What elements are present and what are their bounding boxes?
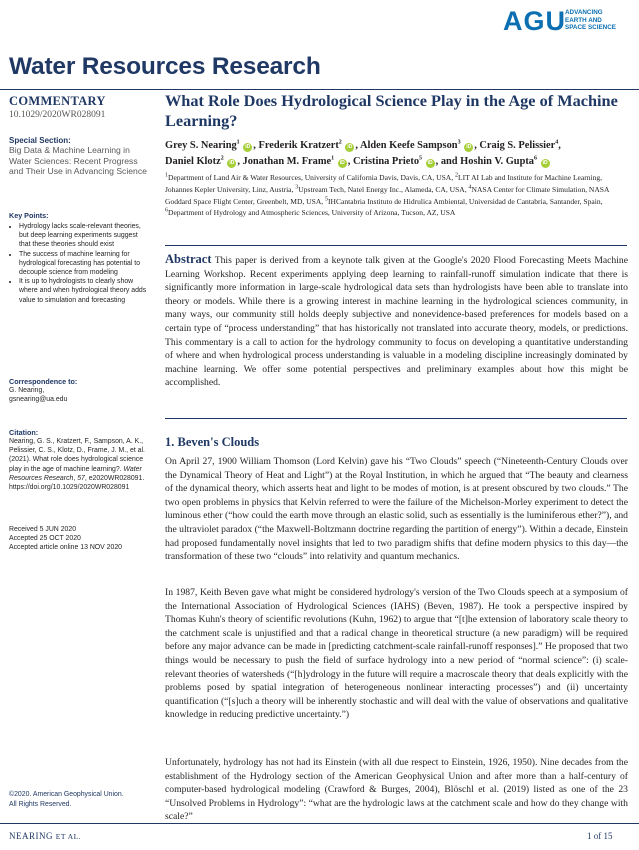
special-section xyxy=(9,136,147,177)
citation-label: Citation: xyxy=(9,428,39,437)
special-section-text: Big Data & Machine Learning in Water Sciences: Recent Progress and Their Use in Advancing Science xyxy=(9,145,147,177)
abstract-top-divider xyxy=(165,245,627,246)
key-point: • Hydrology lacks scale-relevant theories, but deep learning experiments suggest that these theories should exist xyxy=(19,222,147,250)
affiliations: $^1$Department of Land Air & Water Resources, University of California Davis, Davis, CA, USA, $^2$LIT AI Lab and Institute for Machine Learning, Johannes Kepler University, Linz, Austria, $^3$Upstream Tech, Natel Energy Inc., Alameda, CA, USA, $^4$NASA Center for Climate Simulation, NASA Goddard Space Flight Center, Greenbelt, MD, USA, $^5$IHCantabria Instituto de Hidrulica Ambiental, Universidad de Cantabria, Santander, Spain, $^6$Department of Hydrology and Atmospheric Sciences, University of Arizona, Tucson, AZ, USA xyxy=(165,172,610,218)
abstract-bottom-divider xyxy=(165,418,627,419)
key-points-list xyxy=(9,222,147,305)
orcid-icon[interactable]: iD xyxy=(229,160,235,167)
key-point: • It is up to hydrologists to clearly show where and when hydrological theory adds value to simulation and forecasting xyxy=(19,277,147,305)
abstract-label: Abstract xyxy=(165,252,212,266)
running-author: NEARING ET AL. xyxy=(9,831,82,841)
received-date: Received 5 JUN 2020 xyxy=(9,526,77,533)
correspondence-label: Correspondence to: xyxy=(9,377,78,386)
orcid-icon[interactable]: iD xyxy=(542,160,548,167)
header-divider xyxy=(0,89,639,90)
correspondence-name: G. Nearing, xyxy=(9,387,45,394)
orcid-icon[interactable]: iD xyxy=(347,144,353,150)
author[interactable]: Cristina Prieto$^5$ iD , and xyxy=(352,155,461,168)
article-title: What Role Does Hydrological Science Play in the Age of Machine Learning? xyxy=(165,91,618,130)
abstract-text: This paper is derived from a keynote talk given at the Google's 2020 Flood Forecasting Meets Machine Learning Workshop. Recent experiments applying deep learning to rainfall-runoff simulation indicate that there is significantly more information in large-scale hydrological data sets than hydrologists have been able to translate into theory or models. While there is a growing interest in machine learning in the hydrological sciences community, in many ways, our community still holds deeply subjective and nonevidence-based preferences for models based on a certain type of “process understanding” that has historically not translated into accurate theory, models, or predictions. This commentary is a call to action for the hydrology community to focus on developing a quantitative understanding of where and when hydrological process understanding is valuable in a modeling discipline increasingly dominated by machine learning. We offer some potential perspectives and preliminary examples about how this might be accomplished. xyxy=(165,255,628,389)
citation-volume: 57 xyxy=(77,474,85,482)
copyright: ©2020. American Geophysical Union. All Rights Reserved. xyxy=(9,791,124,808)
orcid-icon[interactable]: iD xyxy=(466,144,472,150)
citation-text: Nearing, G. S., Kratzert, F., Sampson, A. K., Pelissier, C. S., Klotz, D., Frame, J. M., et al. (2021). What role does hydrological science play in the age of machine learning?. Water Resources Research, 57, e2020WR028091. https://doi.org/10.1029/2020WR028091 xyxy=(9,438,145,492)
accepted-online-date: Accepted article online 13 NOV 2020 xyxy=(9,544,122,552)
agu-logo-tagline: ADVANCING EARTH AND SPACE SCIENCE xyxy=(565,9,616,32)
orcid-icon[interactable]: iD xyxy=(427,160,433,167)
page-number: 1 of 15 xyxy=(587,831,613,841)
agu-logo-word: AGU xyxy=(503,6,566,36)
author[interactable]: Frederik Kratzert$^2$ iD , xyxy=(258,139,361,151)
article-dates xyxy=(9,525,147,553)
body-paragraph: Unfortunately, hydrology has not had its Einstein (with all due respect to Einstein, 1926, 1950). Nine decades from the establishment of the Hydrology section of the American Geophysical Union and after more than a half-century of computer-based hydrological modeling (Crawford & Burges, 2004), Blöschl et al. (2019) listed as one of the 23 “Unsolved Problems in Hydrology”: “what are the hydrologic laws at the catchment scale and how do they change with scale?” xyxy=(165,757,628,823)
author-list xyxy=(165,138,627,171)
correspondence xyxy=(9,377,147,404)
key-points-label: Key Points: xyxy=(9,211,49,220)
article-type: COMMENTARY xyxy=(9,94,106,108)
citation xyxy=(9,428,147,492)
body-paragraph: In 1987, Keith Beven gave what might be considered hydrology's version of the Two Clouds speech at a symposium of the International Association of Hydrological Sciences (IAHS) (Beven, 1987). He took a perspective inspired by Thomas Kuhn's theory of scientific revolutions (Kuhn, 1962) to argue that “[t]he extension of laboratory scale theory to the catchment scale is unjustified and that a radical change in theoretical structure (a new paradigm) will be required before any major advance can be made in [predicting catchment-scale rainfall-runoff responses].” He proposed that two things would be necessary to push the field of surface hydrology into a new period of “normal science”: (i) scale-relevant theories of watersheds (“[h]ydrology in the future will require a macroscale theory that deals explicitly with the problems posed by spatial integration of heterogeneous nonlinear interacting processes”) and (ii) uncertainty quantification (“[s]uch a theory will be inherently stochastic and will deal with the value of observations and qualitative knowledge in reducing predictive uncertainty.”) xyxy=(165,587,628,721)
citation-doi[interactable]: , e2020WR028091. https://doi.org/10.1029/2020WR028091 xyxy=(9,474,145,492)
correspondence-email[interactable]: gsnearing@ua.edu xyxy=(9,396,68,404)
key-points xyxy=(9,211,147,305)
footer-divider xyxy=(0,823,639,824)
author[interactable]: Alden Keefe Sampson$^3$ iD , xyxy=(360,139,480,151)
author[interactable]: Jonathan M. Frame$^1$ iD , xyxy=(242,155,353,168)
body-paragraph: On April 27, 1900 William Thomson (Lord Kelvin) gave his “Two Clouds” speech (“Nineteenth-Century Clouds over the Dynamical Theory of Heat and Light”) at the Royal Institution, in which he argued that “The beauty and clearness of the dynamical theory, which asserts heat and light to be modes of motion, is at present obscured by two clouds.” The two open problems in physics that Kelvin referred to were the failure of the Michelson-Morley experiment to detect the luminous ether (“how could the earth move through an elastic solid, such as essentially is the luminiferous ether?”), and the ultraviolet paradox (“the Maxwell-Boltzmann doctrine regarding the partition of energy”). Within a decade, Einstein had proposed fundamentally novel insights that led to two paradigm shifts that define modern physics to this day—the transformation of these two “clouds” into relativity and quantum mechanics. xyxy=(165,456,628,563)
citation-journal: Water Resources Research xyxy=(9,465,142,482)
author[interactable]: Grey S. Nearing$^1$ iD , xyxy=(165,139,259,151)
key-point: • The success of machine learning for hydrological forecasting has potential to decouple science from modeling xyxy=(19,250,147,278)
orcid-icon[interactable]: iD xyxy=(339,160,345,167)
author[interactable]: Craig S. Pelissier$^4$, xyxy=(479,139,561,151)
author[interactable]: Daniel Klotz$^2$ iD , xyxy=(165,155,243,168)
journal-title: Water Resources Research xyxy=(9,53,321,80)
section-heading: 1. Beven's Clouds xyxy=(165,435,260,449)
author[interactable]: Hoshin V. Gupta$^6$ iD xyxy=(460,155,548,168)
special-section-label: Special Section: xyxy=(9,136,71,145)
article-doi: 10.1029/2020WR028091 xyxy=(9,110,106,120)
abstract xyxy=(165,253,628,390)
accepted-date: Accepted 25 OCT 2020 xyxy=(9,535,81,543)
agu-logo xyxy=(503,7,633,35)
orcid-icon[interactable]: iD xyxy=(245,144,251,150)
